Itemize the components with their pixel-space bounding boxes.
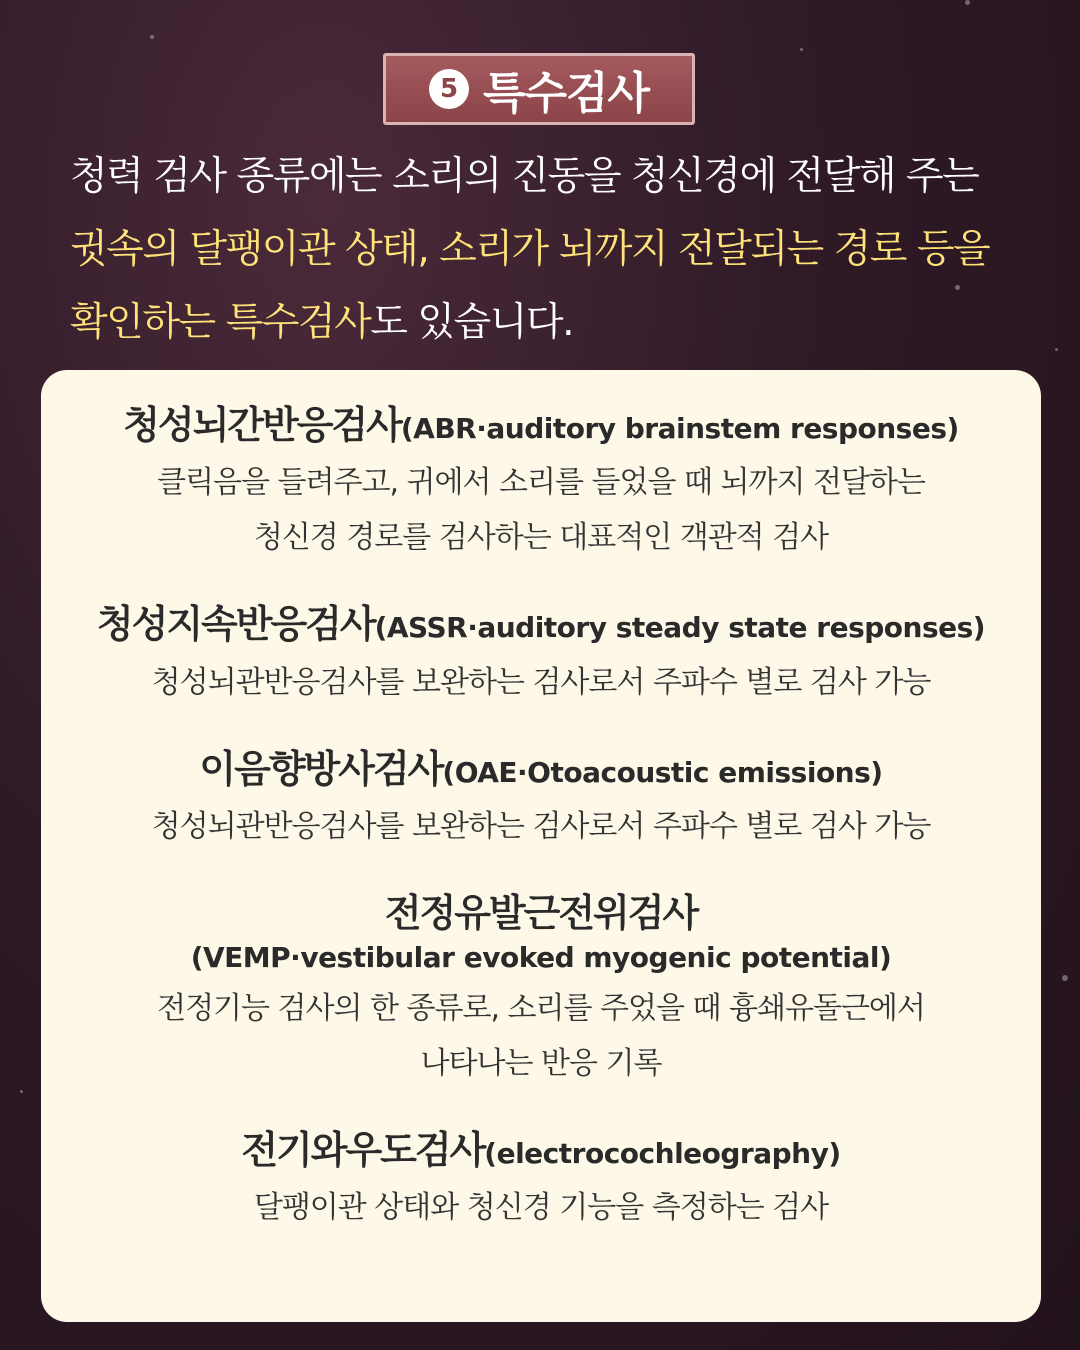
test-item-abr <box>41 400 1041 565</box>
desc-line: 전정기능 검사의 한 종류로, 소리를 주었을 때 흉쇄유돌근에서 <box>157 990 925 1026</box>
section-badge <box>383 53 695 125</box>
sparkle <box>150 35 154 39</box>
test-name-ko: 청성뇌간반응검사 <box>123 403 401 447</box>
test-item-oae <box>41 744 1041 854</box>
test-item-assr <box>41 599 1041 709</box>
test-name-ko: 청성지속반응검사 <box>96 602 375 647</box>
desc-line: 청성뇌관반응검사를 보완하는 검사로서 주파수 별로 검사 가능 <box>151 664 931 700</box>
intro-line-2: 귓속의 달팽이관 상태, 소리가 뇌까지 전달되는 경로 등을 <box>70 227 990 272</box>
intro-paragraph <box>70 140 1030 359</box>
sparkle <box>1062 975 1068 981</box>
test-name-en: (VEMP·vestibular evoked myogenic potential) <box>190 941 892 975</box>
intro-line-3-rest: 도 있습니다. <box>370 300 573 345</box>
test-title <box>41 744 1041 795</box>
test-description <box>41 981 1041 1091</box>
desc-line: 청신경 경로를 검사하는 대표적인 객관적 검사 <box>253 520 829 556</box>
intro-line-3 <box>70 286 1030 359</box>
intro-line-1: 청력 검사 종류에는 소리의 진동을 청신경에 전달해 주는 <box>70 154 979 199</box>
test-description <box>41 455 1041 565</box>
test-description <box>41 1180 1041 1235</box>
test-name-ko: 전정유발근전위검사 <box>384 890 698 935</box>
sparkle <box>800 48 803 51</box>
sparkle <box>1055 348 1058 351</box>
desc-line: 청성뇌관반응검사를 보완하는 검사로서 주파수 별로 검사 가능 <box>151 808 931 844</box>
test-title <box>41 1125 1041 1176</box>
test-name-en: (ASSR·auditory steady state responses) <box>374 611 986 645</box>
sparkle <box>965 0 970 5</box>
test-title <box>41 599 1041 650</box>
test-name-en: (ABR·auditory brainstem responses) <box>400 412 959 445</box>
test-name-en: (electrocochleography) <box>484 1136 841 1170</box>
test-name-ko: 이음향방사검사 <box>199 746 443 791</box>
test-title <box>41 400 1041 451</box>
tests-card <box>41 370 1041 1322</box>
test-item-vemp <box>41 888 1041 1091</box>
test-name-ko: 전기와우도검사 <box>241 1127 485 1172</box>
sparkle <box>20 1090 23 1093</box>
desc-line: 나타나는 반응 기록 <box>420 1045 662 1081</box>
test-name-en: (OAE·Otoacoustic emissions) <box>442 755 883 789</box>
test-item-ecochg <box>41 1125 1041 1235</box>
circled-number: 5 <box>429 69 469 109</box>
desc-line: 클릭음을 들려주고, 귀에서 소리를 들었을 때 뇌까지 전달하는 <box>157 465 925 501</box>
test-description <box>41 799 1041 854</box>
test-description <box>41 655 1041 710</box>
desc-line: 달팽이관 상태와 청신경 기능을 측정하는 검사 <box>253 1190 829 1226</box>
intro-line-3-highlight: 확인하는 특수검사 <box>70 300 371 345</box>
section-title: 특수검사 <box>482 68 649 119</box>
test-title <box>41 888 1041 977</box>
